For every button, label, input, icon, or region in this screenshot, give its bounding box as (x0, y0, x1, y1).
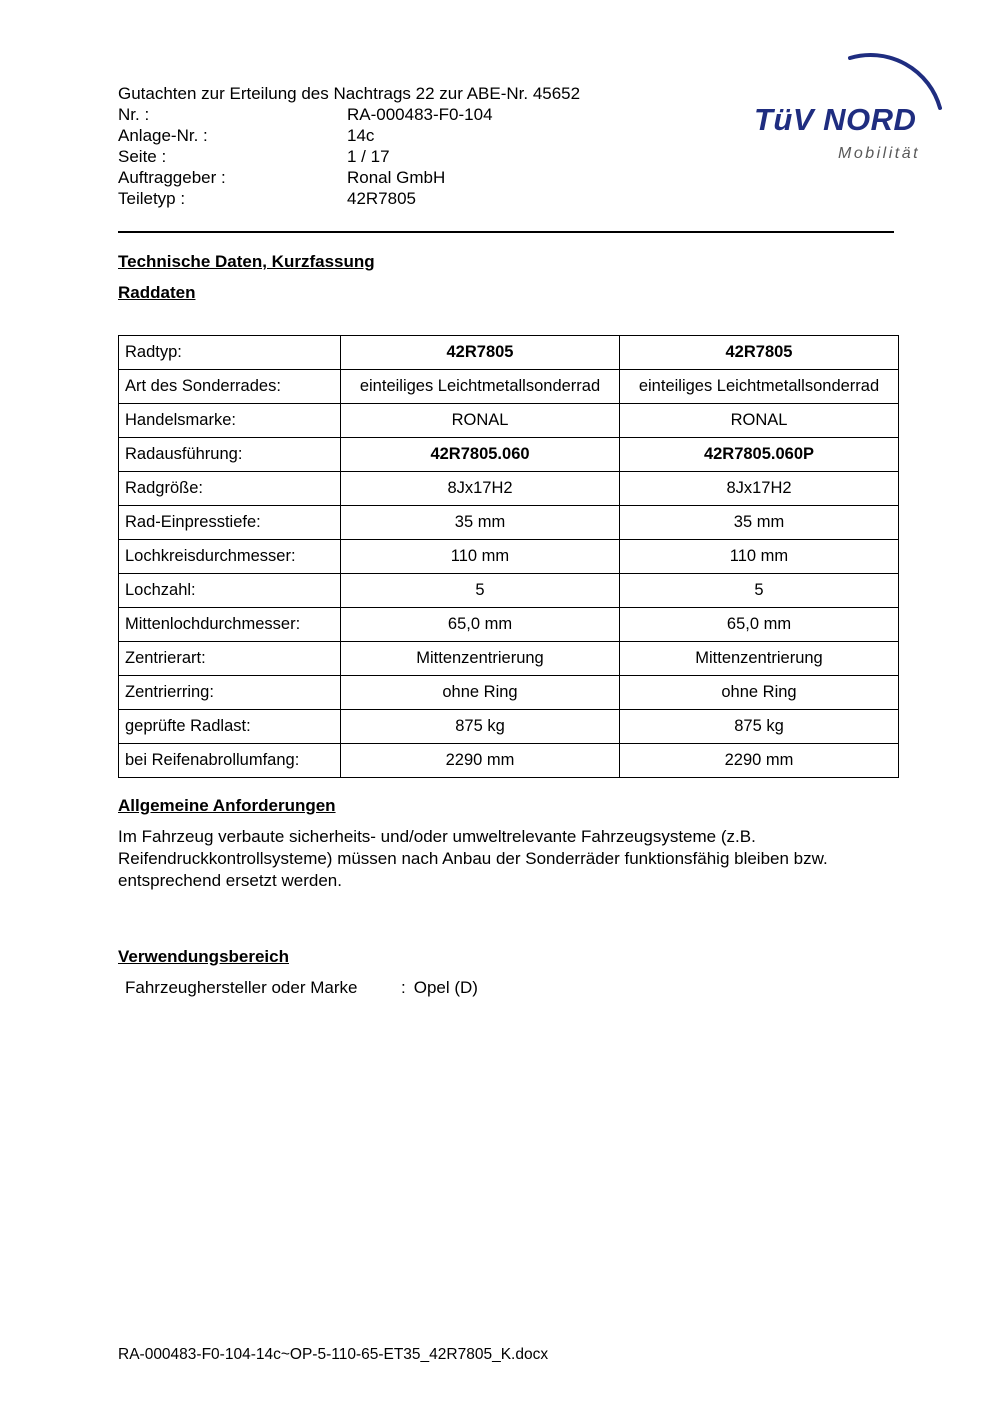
row-label-cell: Radausführung: (119, 438, 341, 472)
header-field (118, 146, 580, 167)
table-row (119, 336, 899, 370)
value-cell-1: 2290 mm (341, 744, 620, 778)
general-requirements-text: Im Fahrzeug verbaute sicherheits- und/oder umweltrelevante Fahrzeugsysteme (z.B. Reifendruckkontrollsysteme) müssen nach Anbau der Sonderräder funktionsfähig bleiben bzw. entsprechend ersetzt werden. (118, 827, 828, 890)
value-cell-1: 5 (341, 574, 620, 608)
usage-value: Opel (D) (413, 978, 478, 997)
header-field-label: Anlage-Nr. : (118, 126, 208, 145)
table-row (119, 574, 899, 608)
header-field-value: Ronal GmbH (347, 168, 446, 187)
header-field (118, 167, 580, 188)
table-row (119, 438, 899, 472)
row-label-cell: Lochkreisdurchmesser: (119, 540, 341, 574)
logo-tagline: Mobilität (838, 145, 921, 162)
table-row (119, 676, 899, 710)
table-row (119, 370, 899, 404)
value-cell-1: 35 mm (341, 506, 620, 540)
table-row (119, 642, 899, 676)
value-cell-1: RONAL (341, 404, 620, 438)
row-label-cell: Radtyp: (119, 336, 341, 370)
value-cell-1: 110 mm (341, 540, 620, 574)
value-cell-2: 5 (620, 574, 899, 608)
value-cell-2: 35 mm (620, 506, 899, 540)
value-cell-1: 42R7805.060 (341, 438, 620, 472)
row-label-cell: Handelsmarke: (119, 404, 341, 438)
value-cell-1: 875 kg (341, 710, 620, 744)
section-heading-technische-daten: Technische Daten, Kurzfassung (118, 252, 375, 271)
row-label-cell: Zentrierring: (119, 676, 341, 710)
value-cell-2: 875 kg (620, 710, 899, 744)
section-heading-allgemeine-anforderungen: Allgemeine Anforderungen (118, 796, 336, 815)
value-cell-2: 42R7805.060P (620, 438, 899, 472)
value-cell-2: RONAL (620, 404, 899, 438)
usage-label: Fahrzeughersteller oder Marke (125, 978, 358, 997)
header-field (118, 125, 580, 146)
row-label-cell: bei Reifenabrollumfang: (119, 744, 341, 778)
table-row (119, 710, 899, 744)
header-field-value: 1 / 17 (347, 147, 390, 166)
header-field-value: 14c (347, 126, 375, 145)
value-cell-1: einteiliges Leichtmetallsonderrad (341, 370, 620, 404)
usage-separator: : (401, 978, 406, 997)
value-cell-2: 110 mm (620, 540, 899, 574)
table-row (119, 608, 899, 642)
value-cell-1: 8Jx17H2 (341, 472, 620, 506)
header-field-value: RA-000483-F0-104 (347, 105, 493, 124)
value-cell-1: 42R7805 (341, 336, 620, 370)
document-header (118, 83, 580, 209)
row-label-cell: Lochzahl: (119, 574, 341, 608)
header-field-label: Nr. : (118, 105, 150, 124)
table-row (119, 472, 899, 506)
section-heading-verwendungsbereich: Verwendungsbereich (118, 947, 289, 966)
table-row (119, 744, 899, 778)
value-cell-2: Mittenzentrierung (620, 642, 899, 676)
row-label-cell: Mittenlochdurchmesser: (119, 608, 341, 642)
row-label-cell: Rad-Einpresstiefe: (119, 506, 341, 540)
footer-filename: RA-000483-F0-104-14c~OP-5-110-65-ET35_42R7805_K.docx (118, 1346, 549, 1363)
table-row (119, 506, 899, 540)
logo-brand-text: TüV NORD (754, 102, 917, 137)
value-cell-2: einteiliges Leichtmetallsonderrad (620, 370, 899, 404)
header-field-label: Teiletyp : (118, 189, 186, 208)
usage-line (125, 978, 478, 998)
header-field (118, 104, 580, 125)
document-title: Gutachten zur Erteilung des Nachtrags 22 zur ABE-Nr. 45652 (118, 84, 581, 103)
row-label-cell: geprüfte Radlast: (119, 710, 341, 744)
table-row (119, 404, 899, 438)
row-label-cell: Radgröße: (119, 472, 341, 506)
tuv-nord-logo (748, 46, 958, 176)
section-heading-raddaten: Raddaten (118, 283, 196, 302)
value-cell-1: 65,0 mm (341, 608, 620, 642)
value-cell-1: ohne Ring (341, 676, 620, 710)
header-field (118, 188, 580, 209)
raddaten-table (118, 335, 899, 778)
header-field-label: Seite : (118, 147, 167, 166)
header-divider (118, 231, 894, 233)
header-field-value: 42R7805 (347, 189, 417, 208)
value-cell-2: ohne Ring (620, 676, 899, 710)
value-cell-2: 65,0 mm (620, 608, 899, 642)
table-row (119, 540, 899, 574)
value-cell-1: Mittenzentrierung (341, 642, 620, 676)
value-cell-2: 2290 mm (620, 744, 899, 778)
value-cell-2: 8Jx17H2 (620, 472, 899, 506)
row-label-cell: Zentrierart: (119, 642, 341, 676)
row-label-cell: Art des Sonderrades: (119, 370, 341, 404)
value-cell-2: 42R7805 (620, 336, 899, 370)
header-field-label: Auftraggeber : (118, 168, 226, 187)
